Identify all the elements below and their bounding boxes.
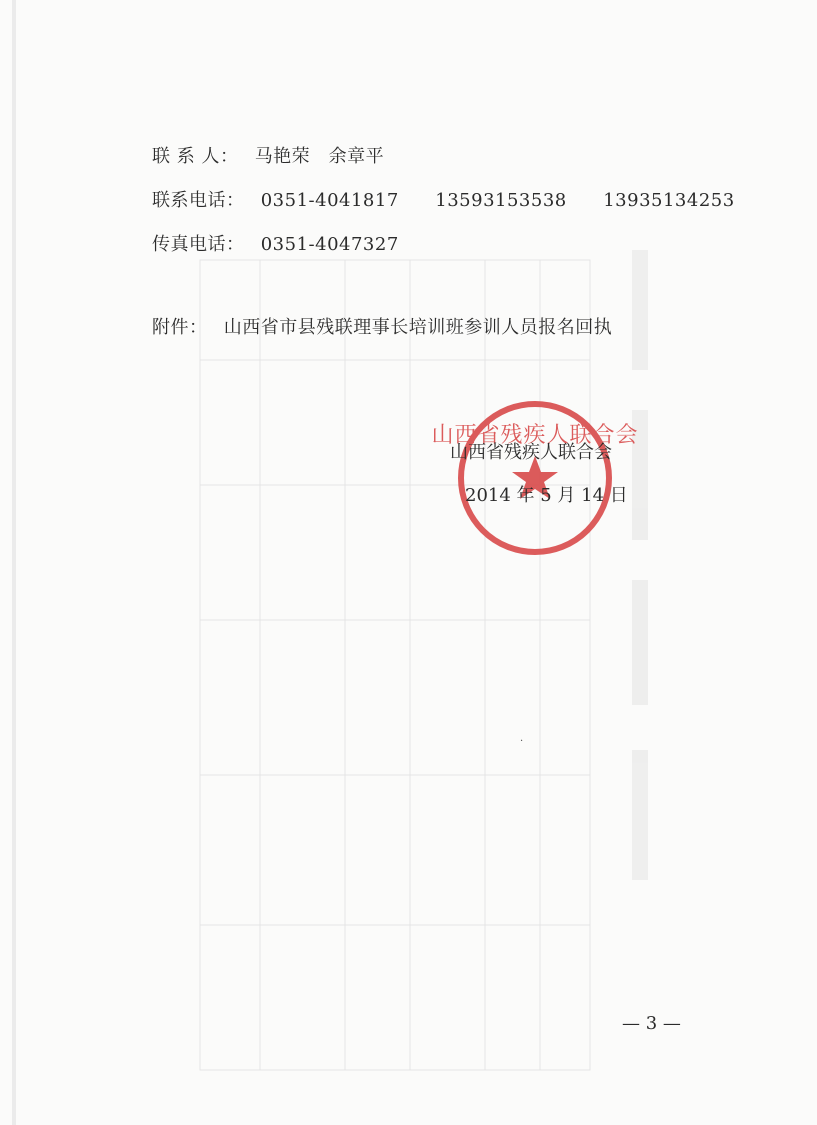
contact-phone-value-3: 13935134253	[603, 190, 735, 211]
page-edge	[12, 0, 16, 1125]
contact-phone-value-1: 0351-4041817	[260, 190, 399, 211]
attachment-row	[152, 316, 612, 340]
fax-row	[152, 233, 399, 257]
issuing-organization: 山西省残疾人联合会	[450, 442, 612, 463]
small-mark: ·	[520, 736, 524, 747]
faint-background-text-column	[620, 250, 660, 900]
contact-phone-label: 联系电话：	[152, 190, 245, 211]
official-seal	[431, 398, 639, 558]
issue-date: 2014 年 5 月 14 日	[465, 485, 628, 506]
attachment-label: 附件：	[152, 317, 208, 338]
contact-person-value: 马艳荣 余章平	[254, 146, 385, 167]
seal-text: 山西省残疾人联合会	[431, 422, 639, 447]
contact-person-label: 联 系 人：	[152, 146, 239, 167]
page-number: — 3 —	[622, 1013, 681, 1034]
faint-background-table	[200, 260, 590, 1070]
contact-phone-row	[152, 189, 735, 213]
fax-label: 传真电话：	[152, 234, 245, 255]
fax-value: 0351-4047327	[260, 234, 399, 255]
contact-person-row	[152, 145, 384, 169]
contact-phone-value-2: 13593153538	[435, 190, 567, 211]
attachment-value: 山西省市县残联理事长培训班参训人员报名回执	[223, 317, 613, 338]
